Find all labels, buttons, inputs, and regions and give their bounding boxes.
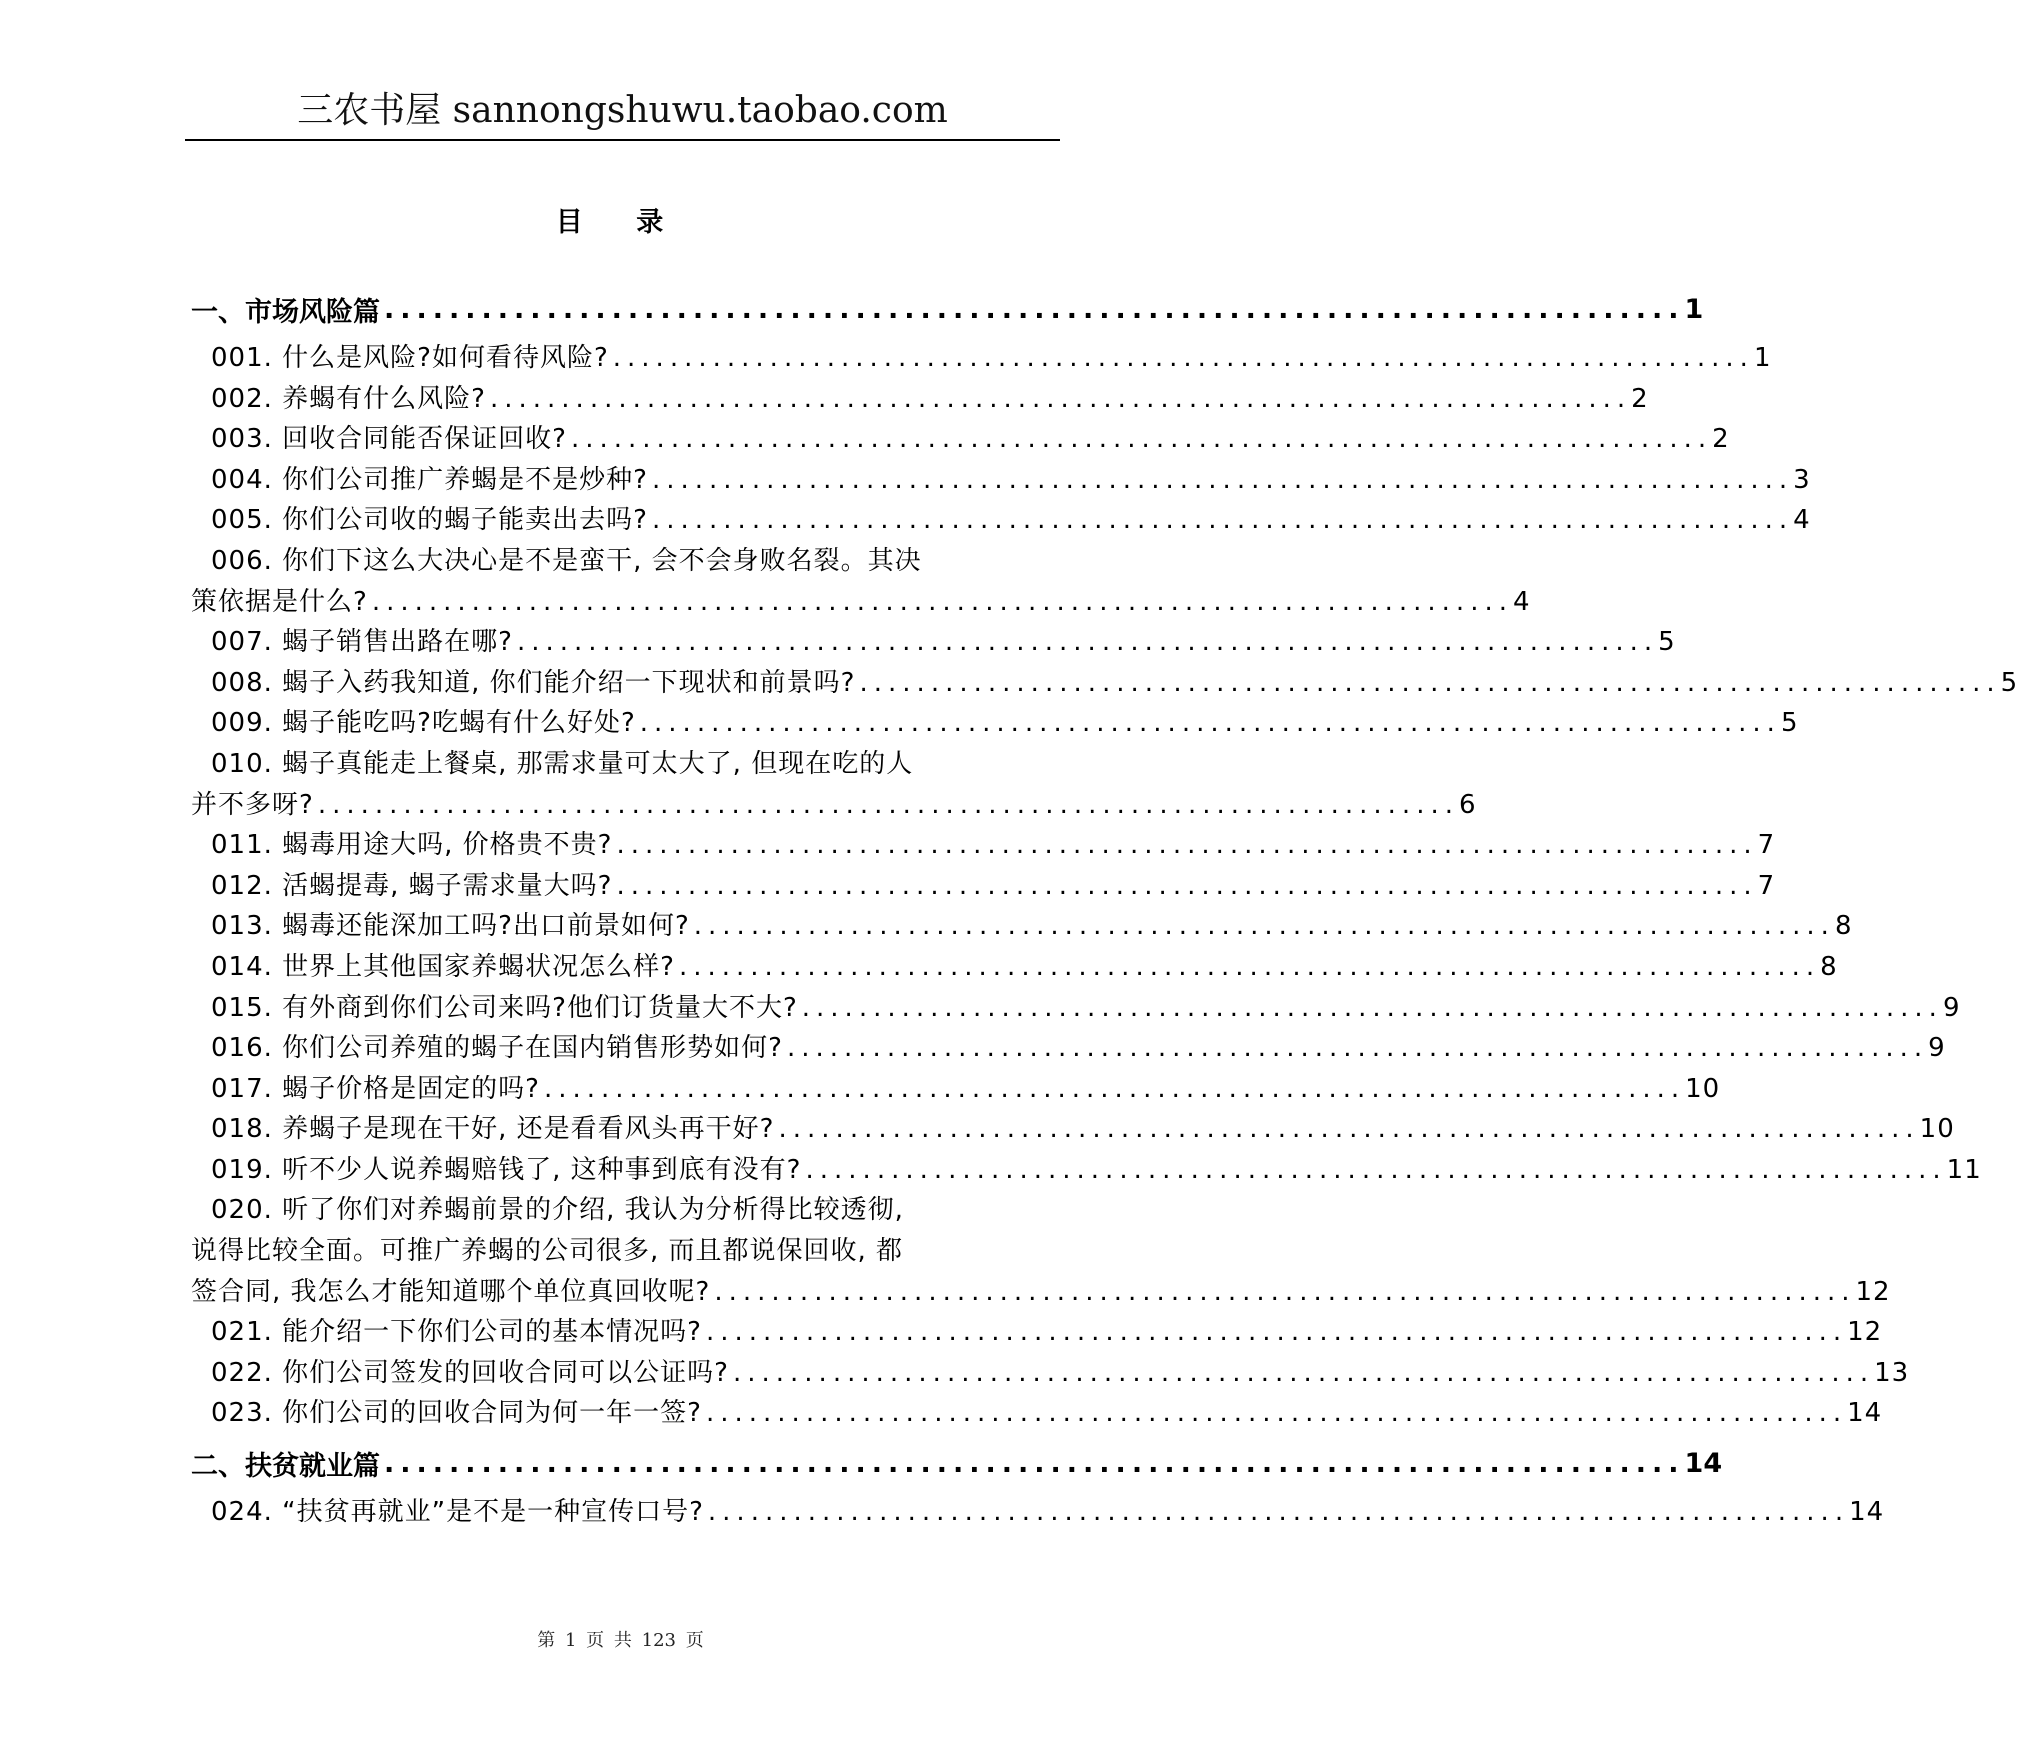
toc-entry[interactable] [191,1028,1946,1069]
toc-entry-text: 并不多呀? [191,789,314,820]
toc-page-number: 14 [1849,1497,1885,1528]
toc-page-number: 4 [1793,505,1811,536]
toc-entry-text: 004. 你们公司推广养蝎是不是炒种? [211,464,648,495]
toc-page-number: 10 [1685,1073,1721,1104]
dot-leader: ................................................................................ [384,1447,1685,1479]
toc-entry-text: 013. 蝎毒还能深加工吗?出口前景如何? [211,911,690,942]
dot-leader: ................................................................................ [543,1073,1686,1104]
toc-entry-text: 023. 你们公司的回收合同为何一年一签? [211,1398,702,1429]
toc-entry[interactable] [191,988,1961,1029]
dot-leader: ................................................................................ [805,1154,1947,1185]
toc-page-number: 11 [1946,1154,1982,1185]
dot-leader: ................................................................................ [616,870,1758,901]
page-header: 三农书屋 sannongshuwu.taobao.com [297,90,948,131]
dot-leader: ................................................................................ [516,627,1659,658]
dot-leader: ................................................................................ [651,505,1794,536]
dot-leader: ................................................................................ [489,383,1632,414]
dot-leader: ................................................................................ [693,911,1835,942]
toc-entry[interactable] [191,622,1676,663]
dot-leader: ................................................................................ [786,1033,1929,1064]
toc-page-number: 4 [1512,586,1531,617]
toc-entry[interactable] [191,866,1776,907]
toc-page-number: 6 [1458,789,1477,820]
dot-leader: ................................................................................ [801,992,1943,1023]
toc-entry[interactable] [191,1492,1885,1533]
toc-entry-text: 002. 养蝎有什么风险? [211,383,486,414]
toc-entry-text: 024. “扶贫再就业”是不是一种宣传口号? [211,1497,704,1528]
toc-entry[interactable] [191,419,1730,460]
dot-leader: ................................................................................ [732,1357,1875,1388]
toc-entry-text: 011. 蝎毒用途大吗, 价格贵不贵? [211,830,613,861]
dot-leader: ................................................................................ [714,1276,1856,1307]
toc-entry-text: 008. 蝎子入药我知道, 你们能介绍一下现状和前景吗? [211,667,856,698]
dot-leader: ................................................................................ [707,1497,1850,1528]
toc-entry-text: 012. 活蝎提毒, 蝎子需求量大吗? [211,870,613,901]
toc-entry[interactable] [191,906,1853,947]
toc-page-number: 5 [1780,708,1799,739]
toc-entry-text: 策依据是什么? [191,586,368,617]
toc-entry-first-line[interactable]: 020. 听了你们对养蝎前景的介绍, 我认为分析得比较透彻, [211,1195,904,1226]
toc-page-number: 7 [1757,870,1776,901]
dot-leader: ................................................................................ [384,293,1685,325]
dot-leader: ................................................................................ [639,708,1781,739]
dot-leader: ................................................................................ [570,424,1713,455]
dot-leader: ................................................................................ [778,1114,1920,1145]
toc-entry-text: 001. 什么是风险?如何看待风险? [211,343,609,373]
toc-entry-first-line[interactable]: 010. 蝎子真能走上餐桌, 那需求量可太大了, 但现在吃的人 [211,748,914,779]
toc-entry-text: 015. 有外商到你们公司来吗?他们订货量大不大? [211,992,798,1023]
toc-entry-text: 003. 回收合同能否保证回收? [211,424,567,455]
toc-section[interactable] [191,1438,1723,1488]
dot-leader: ................................................................................ [317,789,1459,820]
toc-page-number: 12 [1855,1276,1891,1307]
toc-entry[interactable] [191,785,1477,826]
toc-entry[interactable] [191,1393,1883,1434]
toc-section-label: 一、市场风险篇 [191,296,380,328]
toc-entry-text: 021. 能介绍一下你们公司的基本情况吗? [211,1317,702,1348]
toc-page-number: 8 [1820,951,1838,982]
toc-page-number: 8 [1834,911,1853,942]
toc-entry[interactable] [191,379,1649,420]
toc-page-number: 1 [1753,343,1772,373]
dot-leader: ................................................................................ [651,464,1794,495]
toc-entry[interactable] [191,663,2018,704]
toc-entry-first-line[interactable]: 006. 你们下这么大决心是不是蛮干, 会不会身败名裂。其决 [211,545,922,576]
dot-leader: ................................................................................ [705,1317,1848,1348]
toc-entry-text: 022. 你们公司签发的回收合同可以公证吗? [211,1357,729,1388]
page-footer: 第 1 页 共 123 页 [537,1630,704,1651]
toc-page-number: 9 [1928,1033,1946,1064]
toc-page-number: 2 [1712,424,1730,455]
toc-entry[interactable] [191,338,1772,379]
toc-page-number: 5 [1658,627,1676,658]
toc-entry[interactable] [191,500,1811,541]
toc-entry-text: 016. 你们公司养殖的蝎子在国内销售形势如何? [211,1033,783,1064]
toc-entry[interactable] [191,1150,1982,1191]
toc-page-number: 5 [2000,667,2018,698]
toc-entry-second-line[interactable]: 说得比较全面。可推广养蝎的公司很多, 而且都说保回收, 都 [191,1236,904,1267]
toc-section[interactable] [191,284,1704,334]
toc-entry-text: 005. 你们公司收的蝎子能卖出去吗? [211,505,648,536]
toc-entry[interactable] [191,825,1776,866]
toc-entry[interactable] [191,1272,1891,1313]
dot-leader: ................................................................................ [859,667,2001,698]
toc-entry-text: 018. 养蝎子是现在干好, 还是看看风头再干好? [211,1114,775,1145]
dot-leader: ................................................................................ [616,830,1758,861]
toc-page-number: 1 [1684,293,1704,325]
dot-leader: ................................................................................ [678,951,1821,982]
toc-entry-text: 014. 世界上其他国家养蝎状况怎么样? [211,951,675,982]
toc-page-number: 14 [1684,1447,1723,1479]
dot-leader: ................................................................................ [705,1398,1848,1429]
toc-entry-text: 017. 蝎子价格是固定的吗? [211,1073,540,1104]
toc-entry[interactable] [191,1109,1955,1150]
toc-entry[interactable] [191,1069,1721,1110]
toc-entry[interactable] [191,460,1811,501]
toc-page-number: 7 [1757,830,1776,861]
toc-entry-text: 签合同, 我怎么才能知道哪个单位真回收呢? [191,1276,711,1307]
dot-leader: ................................................................................ [371,586,1513,617]
toc-entry-text: 009. 蝎子能吃吗?吃蝎有什么好处? [211,708,636,739]
toc-page-number: 2 [1631,383,1649,414]
toc-entry[interactable] [191,582,1531,623]
header-rule [185,139,1060,141]
dot-leader: ................................................................................ [612,343,1754,373]
toc-page-number: 13 [1874,1357,1910,1388]
toc-entry-text: 007. 蝎子销售出路在哪? [211,627,513,658]
toc-entry[interactable] [191,947,1838,988]
toc-page-number: 3 [1793,464,1811,495]
toc-page-number: 10 [1919,1114,1955,1145]
toc-page-number: 14 [1847,1398,1883,1429]
toc-entry-text: 019. 听不少人说养蝎赔钱了, 这种事到底有没有? [211,1154,802,1185]
table-of-contents [191,280,2018,1533]
toc-entry[interactable] [191,703,1799,744]
toc-entry[interactable] [191,1312,1883,1353]
toc-page-number: 12 [1847,1317,1883,1348]
toc-page-number: 9 [1942,992,1961,1023]
toc-title: 目 录 [555,207,686,238]
toc-section-label: 二、扶贫就业篇 [191,1450,380,1482]
toc-entry[interactable] [191,1353,1910,1394]
